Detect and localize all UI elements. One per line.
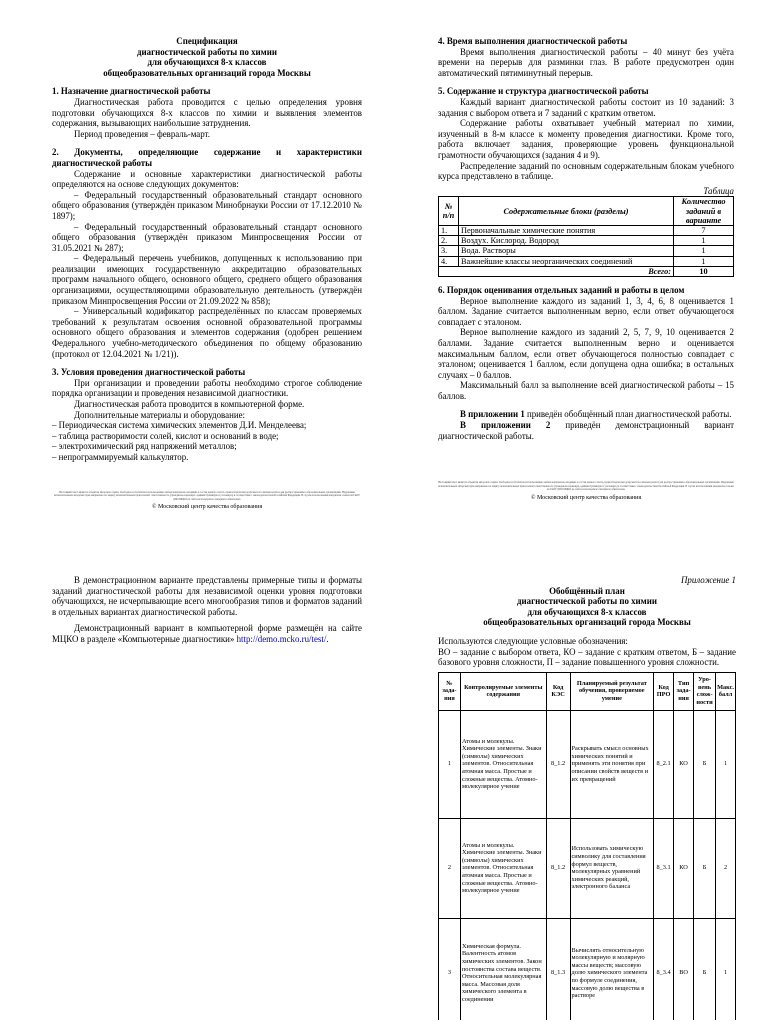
list-item: – таблица растворимости солей, кислот и оснований в воде; <box>52 430 279 441</box>
spec-title: Спецификация диагностической работы по химии для обучающихся 8-х классов общеобразовательных организаций города Москвы <box>103 36 311 78</box>
table-header: Тип зада-ния <box>674 672 694 710</box>
appendix-1-note: В приложении 1 приведён обобщённый план диагностической работы. <box>460 409 732 420</box>
appendix-2-note: В приложении 2 приведён демонстрационный вариант диагностической работы. <box>438 420 734 441</box>
spec-page-2 <box>438 36 734 536</box>
copyright-notice: Настоящий текст является объектом авторского права. Свободное и бесплатное использование любых материалов, входящих в состав данного текста, правообладателем допускается в личных целях и для распространения в образовательных организациях. Нарушение исключительных авторских прав направлено на защиту исключительных прав и влечёт ответственность (гражданско-правовую, административную и уголовную) в соответствии с законодательством Российской Федерации. В случае использования материалов ссылка на ГАОУ ДПО МЦКО на сайт и используемого материала обязательна. <box>54 490 360 501</box>
section-3-heading: 3. Условия проведения диагностической работы <box>52 367 246 378</box>
table-row: 1. Первоначальные химические понятия 7 <box>439 225 734 235</box>
paragraph: При организации и проведении работы необходимо строгое соблюдение порядка организации и проведения независимой диагностики. <box>52 377 362 399</box>
section-2-heading: 2. Документы, определяющие содержание и характеристики диагностической работы <box>52 147 362 168</box>
table-row: 1 Атомы и молекулы. Химические элементы. Знаки (символы) химических элементов. Относительная атомная масса. Простые и сложные вещества. Атомно-молекулярное учение 8_1.2 Раскрывать смысл основных химических понятий и применять эти понятия при описании свойств веществ и их превращений 8_2.1 КО Б 1 <box>439 710 736 818</box>
list-item: – Федеральный перечень учебников, допущенных к использованию при реализации имеющих государственную аккредитацию образовательных программ начального общего, основного общего, среднего общего образования организациями, осуществляющими образовательную деятельность (утверждён приказом Минпросвещения России от 21.09.2022 № 858); <box>52 253 362 306</box>
table-header: Содержательные блоки (разделы) <box>459 197 674 226</box>
paragraph: Распределение заданий по основным содержательным блокам учебного курса представлено в таблице. <box>438 160 734 182</box>
plan-table <box>438 672 736 1020</box>
table-row: 2. Воздух. Кислород. Водород 1 <box>439 236 734 246</box>
paragraph: Верное выполнение каждого из заданий 2, 5, 7, 9, 10 оценивается 2 баллами. Задание считается выполненным верно и оценивается максимальным баллом, если ответ обучающегося полностью совпадает с эталоном; оценивается 1 баллом, если допущена одна ошибка; в остальных случаях – 0 баллов. <box>438 327 734 380</box>
paragraph: Верное выполнение каждого из заданий 1, 3, 4, 6, 8 оценивается 1 баллом. Задание считается выполненным верно, если ответ обучающегося совпадает с эталоном. <box>438 295 734 327</box>
list-item: – Универсальный кодификатор распределённых по классам проверяемых требований к результатам освоения основной образовательной программы основного общего образования и элементов содержания (одобрен решением Федерального учебно-методического объединения по общему образованию (протокол от 12.04.2021 № 1/21)). <box>52 306 362 359</box>
table-caption: Таблица <box>703 185 734 196</box>
paragraph: Демонстрационный вариант в компьютерной форме размещён на сайте МЦКО в разделе «Компьютерные диагностики» http://demo.mcko.ru/test/. <box>52 623 362 644</box>
paragraph: Период проведения – февраль-март. <box>74 128 210 139</box>
paragraph: Содержание работы охватывает учебный материал по химии, изученный в 8-м классе к моменту проведения диагностики. Кроме того, работа включает задания, проверяющие уровень функциональной грамотности обучающихся (задания 4 и 9). <box>438 118 734 160</box>
table-header: Планируемый результат обучения, проверяемое умение <box>570 672 654 710</box>
table-row: 3. Вода. Растворы 1 <box>439 246 734 256</box>
table-header: № зада-ния <box>439 672 461 710</box>
table-header: Уро-вень слож-ности <box>694 672 716 710</box>
legend: ВО – задание с выбором ответа, КО – задание с кратким ответом, Б – задание базового уровня сложности, П – задание повышенного уровня сложности. <box>438 646 736 668</box>
table-row: 2 Атомы и молекулы. Химические элементы. Знаки (символы) химических элементов. Относительная атомная масса. Простые и сложные вещества. Атомно-молекулярное учение 8_1.2 Использовать химическую символику для составления формул веществ, молекулярных уравнений химических реакций, электронного баланса 8_3.1 КО Б 2 <box>439 818 736 918</box>
section-5-heading: 5. Содержание и структура диагностической работы <box>438 86 649 97</box>
paragraph: Содержание и основные характеристики диагностической работы определяются на основе следующих документов: <box>52 168 362 190</box>
paragraph: Максимальный балл за выполнение всей диагностической работы – 15 баллов. <box>438 380 734 401</box>
paragraph: Диагностическая работа проводится в компьютерной форме. <box>74 399 305 409</box>
demo-link[interactable]: http://demo.mcko.ru/test/ <box>236 633 327 644</box>
list-item: – электрохимический ряд напряжений металлов; <box>52 441 237 452</box>
table-row: 3 Химическая формула. Валентность атомов химических элементов. Закон постоянства состава веществ. Относительная молекулярная масса. Массовая доля химического элемента в соединении 8_1.3 Вычислять относительную молекулярную и молярную массы веществ; массовую долю химического элемента по формуле соединения, массовую долю вещества в растворе 8_3.4 ВО Б 1 <box>439 918 736 1020</box>
appendix-label: Приложение 1 <box>681 575 736 585</box>
table-header: Макс. балл <box>716 672 736 710</box>
spec-page-3 <box>52 575 362 775</box>
section-6-heading: 6. Порядок оценивания отдельных заданий и работы в целом <box>438 284 685 295</box>
legend-intro: Используются следующие условные обозначения: <box>438 635 628 646</box>
table-total-row: Всего: 10 <box>439 266 734 276</box>
spec-page-4 <box>438 575 736 1020</box>
table-header: Количество заданий в варианте <box>674 197 734 226</box>
table-header: № п/п <box>439 197 459 226</box>
paragraph: Время выполнения диагностической работы – 40 минут без учёта времени на перерыв для разминки глаз. В работе предусмотрен один автоматический пятиминутный перерыв. <box>438 46 734 78</box>
table-row: 4. Важнейшие классы неорганических соединений 1 <box>439 256 734 266</box>
copyright-notice: Настоящий текст является объектом авторского права. Свободное и бесплатное использование любых материалов, входящих в состав данного текста, правообладателем допускается в личных целях и для распространения в образовательных организациях. Нарушение исключительных авторских прав направлено на защиту исключительных прав и влечёт ответственность (гражданско-правовую, административную и уголовную) в соответствии с законодательством Российской Федерации. В случае использования материалов ссылка на ГАОУ ДПО МЦКО на сайт и используемого материала обязательна. <box>438 481 734 492</box>
spec-page-1 <box>52 36 362 536</box>
paragraph: Дополнительные материалы и оборудование: <box>74 409 245 420</box>
paragraph: Диагностическая работа проводится с целью определения уровня подготовки обучающихся 8-х классов по химии и выявления элементов содержания, вызывающих наибольшие затруднения. <box>52 96 362 129</box>
list-item: – Периодическая система химических элементов Д.И. Менделеева; <box>52 420 307 431</box>
copyright-line: © Московский центр качества образования <box>151 504 263 511</box>
section-4-heading: 4. Время выполнения диагностической работы <box>438 36 628 46</box>
list-item: – Федеральный государственный образовательный стандарт основного общего образования (утверждён приказом Минобрнауки России от 17.12.2010 № 1897); <box>52 189 362 221</box>
plan-title: Обобщённый план диагностической работы по химии для обучающихся 8-х классов общеобразовательных организаций города Москвы <box>483 585 691 628</box>
content-blocks-table <box>438 196 734 277</box>
copyright-line: © Московский центр качества образования <box>530 495 642 502</box>
paragraph: В демонстрационном варианте представлены примерные типы и форматы заданий диагностической работы для независимой оценки уровня подготовки обучающихся, не исчерпывающие всего многообразия типов и форматов заданий в отдельных вариантах диагностической работы. <box>52 575 362 617</box>
table-header: Код ПРО <box>654 672 674 710</box>
list-item: – Федеральный государственный образовательный стандарт основного общего образования (утверждён приказом Минпросвещения России от 31.05.2021 № 287); <box>52 221 362 253</box>
table-header: Контролируемые элементы содержания <box>460 672 546 710</box>
section-1-heading: 1. Назначение диагностической работы <box>52 86 211 97</box>
paragraph: Каждый вариант диагностической работы состоит из 10 заданий: 3 задания с выбором ответа и 7 заданий с кратким ответом. <box>438 96 734 118</box>
table-header: Код КЭС <box>546 672 570 710</box>
list-item: – непрограммируемый калькулятор. <box>52 451 189 462</box>
